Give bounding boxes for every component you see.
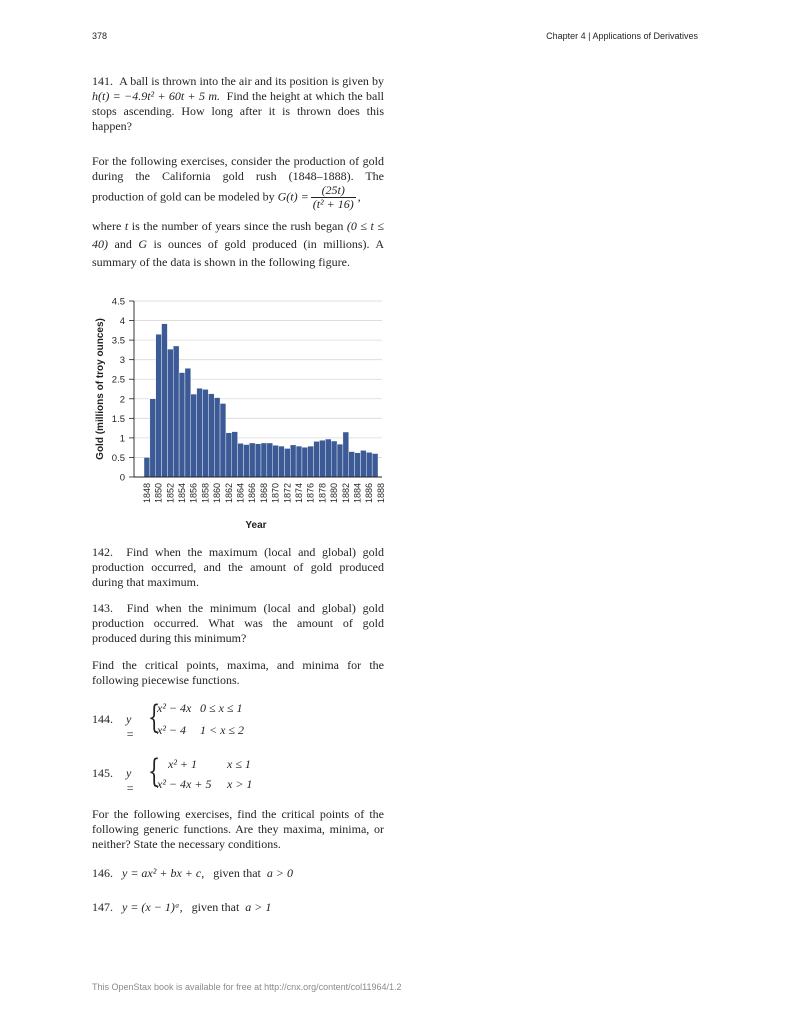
variable-t: t xyxy=(124,219,129,233)
exercise-143 xyxy=(92,601,384,646)
x-tick-label: 1876 xyxy=(305,483,316,504)
bar-1860 xyxy=(214,398,220,477)
x-tick-label: 1854 xyxy=(177,483,188,504)
exercise-text: A ball is thrown into the air and its position is given by xyxy=(119,74,385,88)
bar-1885 xyxy=(360,450,366,477)
given-condition: a > 1 xyxy=(245,900,272,914)
variable-g: G xyxy=(138,237,148,251)
bar-1850 xyxy=(156,334,162,477)
bar-1867 xyxy=(255,444,261,477)
bar-1863 xyxy=(232,432,238,477)
x-tick-label: 1888 xyxy=(375,483,386,504)
bar-1887 xyxy=(372,454,378,477)
bar-1854 xyxy=(179,373,185,477)
x-tick-label: 1882 xyxy=(340,483,351,504)
intro-where: where xyxy=(92,219,122,233)
intro-and: and xyxy=(114,237,132,251)
bar-1873 xyxy=(290,445,296,477)
exercise-number: 147. xyxy=(92,900,113,914)
exercise-number: 146. xyxy=(92,866,113,880)
model-fraction xyxy=(311,184,356,211)
bar-1859 xyxy=(208,394,214,477)
bar-1884 xyxy=(355,453,361,477)
bar-1857 xyxy=(197,388,203,477)
bar-1849 xyxy=(150,399,156,477)
bar-1874 xyxy=(296,446,302,477)
piecewise-intro-text: Find the critical points, maxima, and minima for the following piecewise functions. xyxy=(92,658,384,687)
bar-1866 xyxy=(249,443,255,477)
y-tick-label: 1.5 xyxy=(111,413,125,425)
function-equation: y = ax² + bx + c, xyxy=(122,866,205,880)
given-text: given that xyxy=(213,866,261,880)
exercise-142 xyxy=(92,545,384,590)
bar-1852 xyxy=(167,349,173,477)
y-tick-label: 0.5 xyxy=(111,452,125,464)
exercise-141 xyxy=(92,74,384,134)
bar-1881 xyxy=(337,444,343,477)
y-tick-label: 4.5 xyxy=(111,296,125,308)
y-tick-label: 1 xyxy=(119,433,125,445)
height-equation: h(t) = −4.9t² + 60t + 5 m. xyxy=(92,89,220,103)
exercise-147 xyxy=(92,900,271,915)
piece-2-condition: x > 1 xyxy=(227,777,253,791)
gold-production-chart xyxy=(92,296,384,536)
bar-1883 xyxy=(349,452,355,477)
exercise-146 xyxy=(92,866,293,881)
exercise-text: Find when the minimum (local and global) gold production occurred. What was the amount of gold produced during this minimum? xyxy=(92,601,385,645)
piece-1-expression: x² + 1 xyxy=(168,757,198,771)
piece-2-condition: 1 < x ≤ 2 xyxy=(200,723,245,737)
piece-1-condition: x ≤ 1 xyxy=(227,757,251,771)
piece-1-condition: 0 ≤ x ≤ 1 xyxy=(200,701,243,715)
intro-ounces: is ounces of gold produced (in millions). A summary of the data is shown in the following figure. xyxy=(92,237,385,269)
bar-1882 xyxy=(343,432,349,477)
x-tick-label: 1868 xyxy=(258,483,269,504)
left-brace-icon: { xyxy=(148,698,161,736)
x-tick-label: 1864 xyxy=(235,483,246,504)
bar-1865 xyxy=(243,445,249,477)
bar-1872 xyxy=(284,448,290,477)
exercise-question: Find the height at which the ball stops ascending. How long after it is thrown does this happen? xyxy=(92,89,384,133)
bar-1870 xyxy=(273,445,279,477)
bar-1862 xyxy=(226,433,232,477)
bar-1861 xyxy=(220,403,226,477)
bar-1855 xyxy=(185,368,191,477)
y-tick-label: 3.5 xyxy=(111,335,125,347)
bar-1879 xyxy=(325,439,331,477)
exercise-number: 141. xyxy=(92,74,113,88)
piece-1-expression: x² − 4x xyxy=(157,701,192,715)
x-tick-label: 1870 xyxy=(270,483,281,504)
model-tail: , xyxy=(357,189,361,204)
exercise-number: 144. xyxy=(92,712,113,726)
y-tick-label: 0 xyxy=(119,472,125,484)
exercise-number: 143. xyxy=(92,601,113,615)
intro-text: For the following exercises, consider the production of gold during the California gold rush (1848–1888). The production of gold can be modeled by xyxy=(92,154,384,204)
bar-1878 xyxy=(320,440,326,477)
bar-1869 xyxy=(267,443,273,477)
page-footer: This OpenStax book is available for free at http://cnx.org/content/col11964/1.2 xyxy=(92,982,402,992)
bar-1868 xyxy=(261,443,267,477)
x-axis-title: Year xyxy=(245,520,267,531)
given-text: given that xyxy=(191,900,240,914)
x-tick-label: 1878 xyxy=(317,483,328,504)
y-axis-title: Gold (millions of troy ounces) xyxy=(95,318,106,460)
bar-1853 xyxy=(173,346,179,477)
generic-intro-text: For the following exercises, find the critical points of the following generic functions. Are they maxima, minima, or neither? State the necessary conditions. xyxy=(92,807,384,851)
x-tick-label: 1860 xyxy=(212,483,223,504)
model-denominator: (t² + 16) xyxy=(312,197,354,211)
intro-years: is the number of years since the rush began xyxy=(131,219,344,233)
generic-intro xyxy=(92,807,384,852)
x-tick-label: 1872 xyxy=(282,483,293,504)
x-tick-label: 1856 xyxy=(188,483,199,504)
bar-1876 xyxy=(308,446,314,477)
x-tick-label: 1884 xyxy=(352,483,363,504)
x-tick-label: 1880 xyxy=(329,483,340,504)
bar-1875 xyxy=(302,447,308,477)
y-tick-label: 3 xyxy=(119,355,125,367)
x-tick-label: 1886 xyxy=(364,483,375,504)
page-number: 378 xyxy=(92,31,108,41)
x-tick-label: 1874 xyxy=(294,483,305,504)
piece-2-expression: x² − 4 xyxy=(157,723,187,737)
bar-1864 xyxy=(238,443,244,477)
left-brace-icon: { xyxy=(148,752,161,790)
x-tick-label: 1850 xyxy=(153,483,164,504)
y-tick-label: 4 xyxy=(119,316,125,328)
exercise-text: Find when the maximum (local and global) gold production occurred, and the amount of gold produced during that maximum. xyxy=(92,545,385,589)
chapter-header: Chapter 4 | Applications of Derivatives xyxy=(546,31,698,41)
model-lhs: G(t) = xyxy=(277,189,309,204)
domain-range: (0 ≤ t ≤ 40) xyxy=(92,219,385,251)
bar-1858 xyxy=(203,389,209,477)
gold-rush-intro xyxy=(92,154,384,271)
piece-2-expression: x² − 4x + 5 xyxy=(157,777,212,791)
bar-1851 xyxy=(162,324,168,477)
function-lhs: y = xyxy=(126,712,135,741)
bar-1877 xyxy=(314,441,320,477)
function-equation: y = (x − 1)ᵃ, xyxy=(122,900,183,914)
given-condition: a > 0 xyxy=(266,866,293,880)
bar-1856 xyxy=(191,394,197,477)
model-numerator: (25t) xyxy=(311,184,356,198)
x-tick-label: 1862 xyxy=(223,483,234,504)
bar-1880 xyxy=(331,441,337,477)
bar-1886 xyxy=(366,452,372,477)
y-tick-label: 2 xyxy=(119,394,125,406)
y-tick-label: 2.5 xyxy=(111,374,125,386)
exercise-number: 142. xyxy=(92,545,113,559)
piecewise-intro xyxy=(92,658,384,688)
function-lhs: y = xyxy=(126,766,135,795)
x-tick-label: 1852 xyxy=(165,483,176,504)
x-tick-label: 1858 xyxy=(200,483,211,504)
bar-1848 xyxy=(144,457,150,477)
x-tick-label: 1848 xyxy=(141,483,152,504)
exercise-number: 145. xyxy=(92,766,113,780)
bar-1871 xyxy=(279,446,285,477)
x-tick-label: 1866 xyxy=(247,483,258,504)
